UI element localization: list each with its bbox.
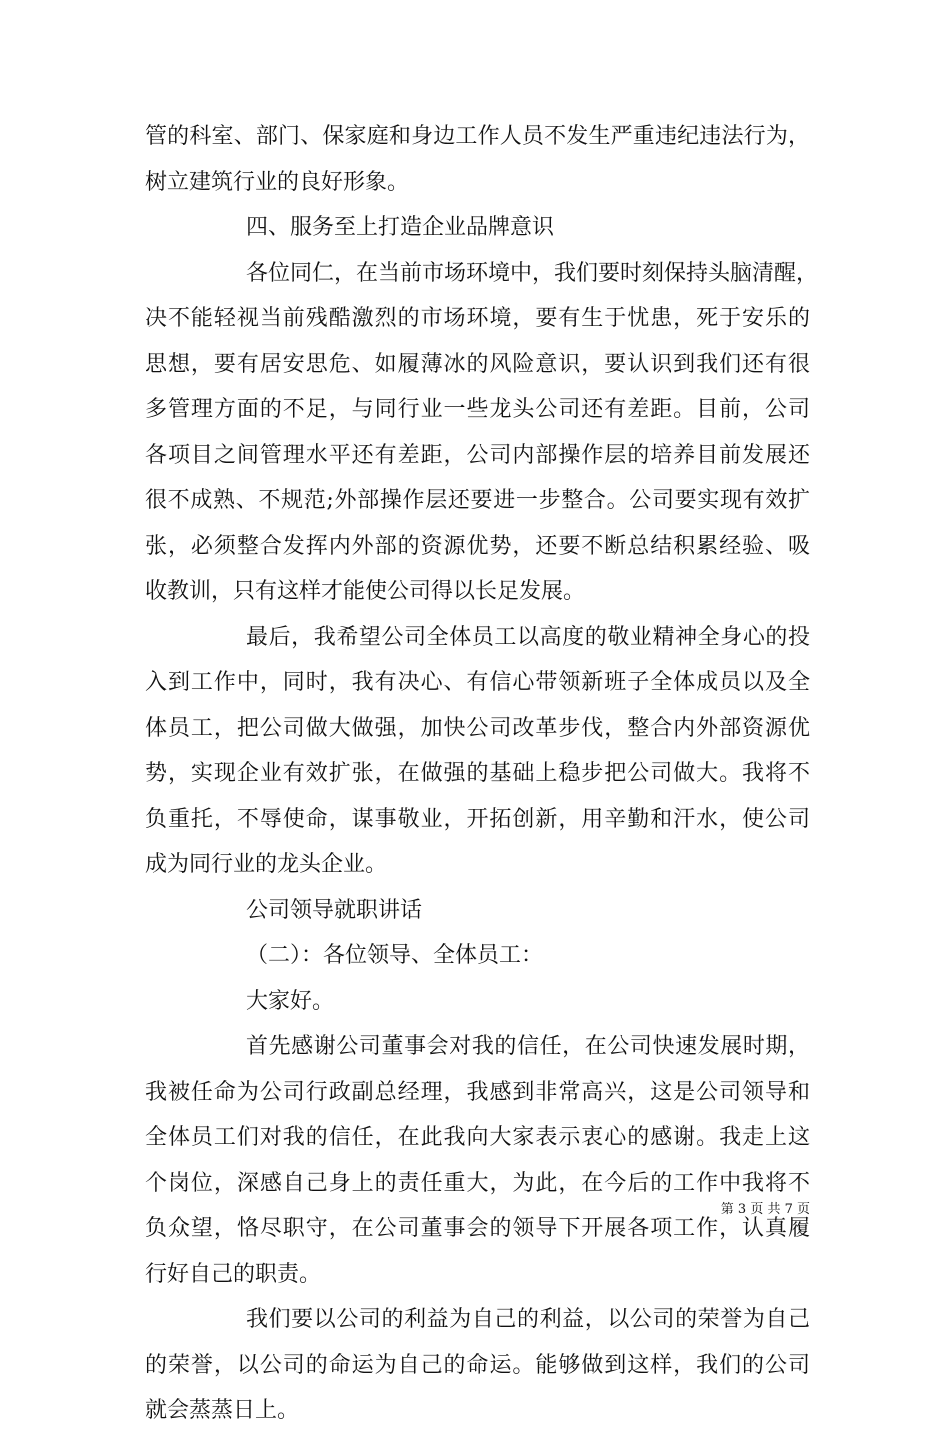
greeting-line: （二）：各位领导、全体员工： [246,943,544,968]
text-line: 最后，我希望公司全体员工以高度的敬业精神全身心的投 [246,624,810,650]
text-line: 树立建筑行业的良好形象。 [145,169,410,195]
text-line: 负重托，不辱使命，谋事敬业，开拓创新，用辛勤和汗水，使公司 [145,806,810,832]
text-line: 我们要以公司的利益为自己的利益，以公司的荣誉为自己 [246,1307,810,1332]
text-line: 思想，要有居安思危、如履薄冰的风险意识，要认识到我们还有很 [145,351,810,377]
text-line: 的荣誉，以公司的命运为自己的命运。能够做到这样，我们的公司 [145,1352,810,1378]
text-line: 很不成熟、不规范;外部操作层还要进一步整合。公司要实现有效扩 [145,488,810,513]
text-line: 我被任命为公司行政副总经理，我感到非常高兴，这是公司领导和 [145,1079,810,1105]
text-line: 首先感谢公司董事会对我的信任，在公司快速发展时期， [246,1034,810,1059]
text-line: 张，必须整合发挥内外部的资源优势，还要不断总结积累经验、吸 [145,533,810,559]
greeting-line: 大家好。 [246,988,335,1014]
text-line: 行好自己的职责。 [145,1261,322,1287]
text-line: 各位同仁，在当前市场环境中，我们要时刻保持头脑清醒， [246,260,819,286]
text-line: 多管理方面的不足，与同行业一些龙头公司还有差距。目前，公司 [145,397,810,422]
document-body [145,114,819,1434]
section-title: 公司领导就职讲话 [246,897,423,923]
text-line: 收教训，只有这样才能使公司得以长足发展。 [145,579,586,604]
text-line: 就会蒸蒸日上。 [145,1398,300,1423]
text-line: 决不能轻视当前残酷激烈的市场环境，要有生于忧患，死于安乐的 [145,306,810,331]
text-line: 入到工作中，同时，我有决心、有信心带领新班子全体成员以及全 [145,670,810,695]
text-line: 负众望，恪尽职守，在公司董事会的领导下开展各项工作，认真履 [145,1216,810,1241]
text-line: 势，实现企业有效扩张，在做强的基础上稳步把公司做大。我将不 [145,761,810,786]
text-line: 各项目之间管理水平还有差距，公司内部操作层的培养目前发展还 [145,442,810,468]
text-line: 成为同行业的龙头企业。 [145,852,388,877]
text-line: 全体员工们对我的信任，在此我向大家表示衷心的感谢。我走上这 [145,1125,810,1150]
text-line: 个岗位，深感自己身上的责任重大，为此，在今后的工作中我将不 [145,1170,810,1196]
section-heading: 四、服务至上打造企业品牌意识 [246,215,555,240]
page-number: 第 3 页 共 7 页 [720,1202,810,1217]
text-line: 体员工，把公司做大做强，加快公司改革步伐，整合内外部资源优 [145,715,810,741]
text-line: 管的科室、部门、保家庭和身边工作人员不发生严重违纪违法行为， [145,124,810,149]
